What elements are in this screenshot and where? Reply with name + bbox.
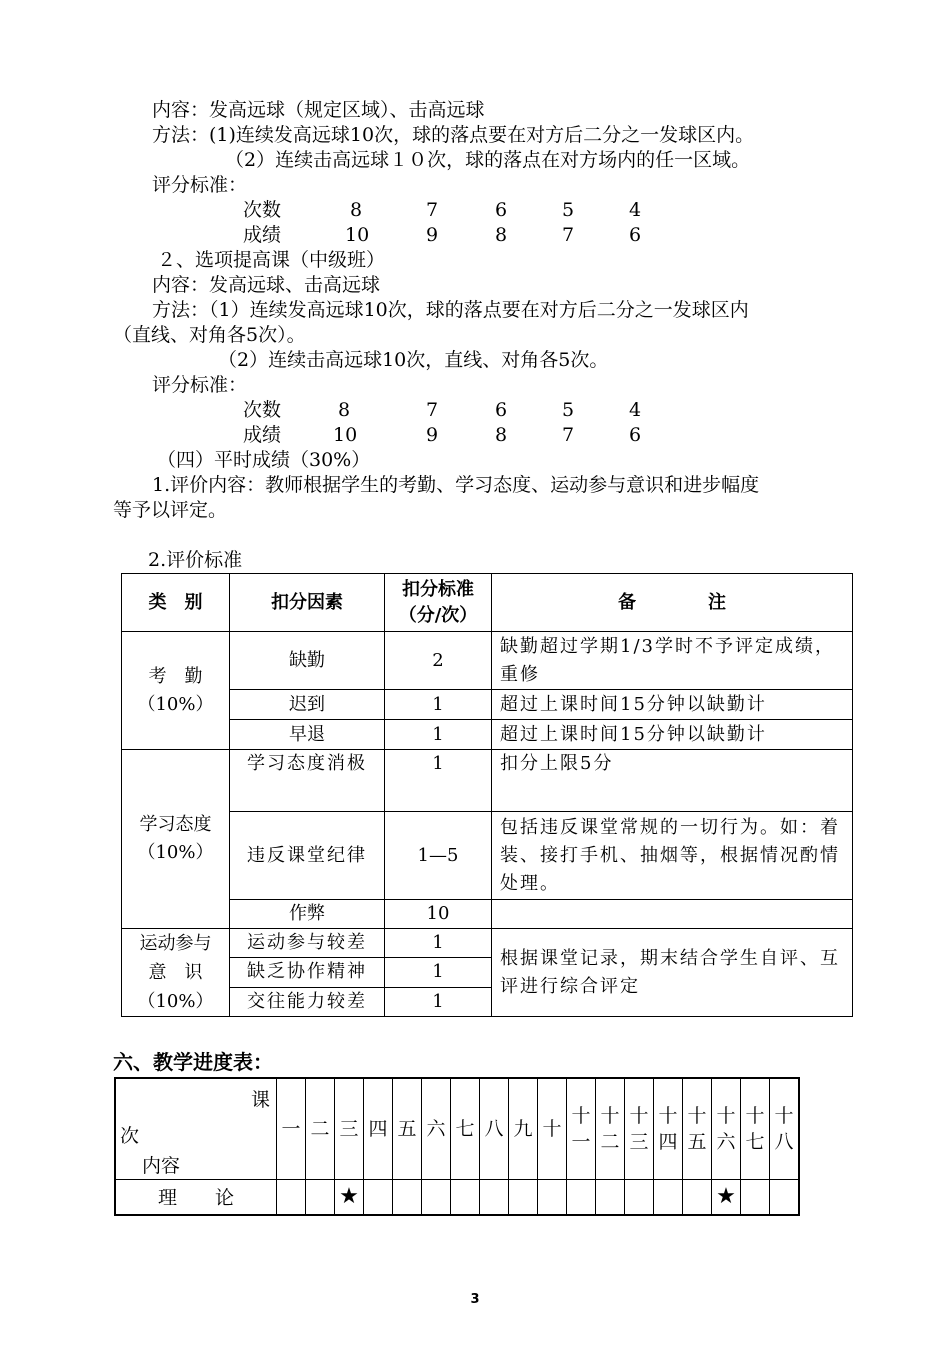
score-value: 7 (562, 224, 575, 246)
schedule-table (114, 1077, 800, 1216)
session-header: 三 (335, 1078, 364, 1180)
factor-cell: 迟到 (230, 690, 385, 720)
standard-cell: 10 (385, 900, 492, 929)
subsection-heading: （四）平时成绩（30%） (157, 449, 371, 471)
standard-cell: 1 (385, 929, 492, 958)
factor-cell: 运动参与较差 (230, 929, 385, 958)
header-note: 备 注 (492, 574, 853, 632)
score-value: 9 (426, 224, 439, 246)
times-value: 5 (562, 199, 575, 221)
category-attitude: 学习态度 （10%） (122, 750, 230, 929)
session-header: 二 (306, 1078, 335, 1180)
table-header-row (122, 574, 853, 632)
factor-cell: 违反课堂纪律 (230, 812, 385, 900)
star-icon: ★ (339, 1184, 359, 1210)
standard-cell: 1 (385, 987, 492, 1016)
score-label: 成绩 (243, 224, 282, 246)
scoring-label: 评分标准： (152, 174, 248, 196)
theory-label: 理 论 (115, 1180, 277, 1215)
session-header: 十 六 (712, 1078, 741, 1180)
theory-cell (451, 1180, 480, 1215)
corner-cell: 课 次 内容 (115, 1078, 277, 1180)
factor-cell: 交往能力较差 (230, 987, 385, 1016)
score-value: 10 (345, 224, 370, 246)
subsection-heading: ２、选项提高课（中级班） (157, 249, 386, 271)
standard-cell: 1 (385, 690, 492, 720)
schedule-header-row (115, 1078, 799, 1180)
eval-content-line-cont: 等予以评定。 (113, 499, 228, 521)
page-number: 3 (470, 1292, 480, 1307)
note-cell: 扣分上限5分 (492, 750, 853, 812)
session-header: 七 (451, 1078, 480, 1180)
theory-cell (364, 1180, 393, 1215)
method-line-1-cont: （直线、对角各5次）。 (113, 324, 306, 346)
scoring-label: 评分标准： (152, 374, 248, 396)
standard-cell: 1 (385, 750, 492, 812)
method-line-2: （2）连续击高远球10次，直线、对角各5次。 (218, 349, 609, 371)
score-label: 成绩 (243, 424, 282, 446)
note-cell (492, 900, 853, 929)
factor-cell: 早退 (230, 720, 385, 750)
factor-cell: 缺勤 (230, 632, 385, 690)
session-header: 十 三 (625, 1078, 654, 1180)
session-header: 十 (538, 1078, 567, 1180)
header-factor: 扣分因素 (230, 574, 385, 632)
method-line-2: （2）连续击高远球１０次，球的落点在对方场内的任一区域。 (225, 149, 751, 171)
eval-standard-label: 2.评价标准 (148, 549, 243, 571)
theory-cell (654, 1180, 683, 1215)
times-value: 7 (426, 399, 439, 421)
star-icon: ★ (716, 1184, 736, 1210)
standard-cell: 1 (385, 720, 492, 750)
score-value: 10 (333, 424, 358, 446)
evaluation-table (121, 573, 853, 1017)
method-line-1: 方法：(1)连续发高远球10次，球的落点要在对方后二分之一发球区内。 (152, 124, 755, 146)
table-row (122, 812, 853, 900)
times-value: 4 (629, 399, 642, 421)
standard-cell: 2 (385, 632, 492, 690)
table-row (122, 632, 853, 690)
session-header: 九 (509, 1078, 538, 1180)
theory-cell (335, 1180, 364, 1215)
times-value: 4 (629, 199, 642, 221)
theory-cell (596, 1180, 625, 1215)
content-line: 内容：发高远球（规定区域）、击高远球 (152, 99, 485, 121)
session-header: 十 五 (683, 1078, 712, 1180)
table-row (122, 750, 853, 812)
score-value: 9 (426, 424, 439, 446)
factor-cell: 作弊 (230, 900, 385, 929)
session-header: 十 四 (654, 1078, 683, 1180)
category-attendance: 考 勤 （10%） (122, 632, 230, 750)
times-label: 次数 (243, 399, 282, 421)
session-header: 八 (480, 1078, 509, 1180)
note-cell: 根据课堂记录，期末结合学生自评、互评进行综合评定 (492, 929, 853, 1017)
session-header: 十 八 (770, 1078, 800, 1180)
session-header: 一 (277, 1078, 306, 1180)
times-value: 8 (350, 199, 363, 221)
times-label: 次数 (243, 199, 282, 221)
theory-cell (480, 1180, 509, 1215)
header-standard: 扣分标准（分/次） (385, 574, 492, 632)
theory-cell (277, 1180, 306, 1215)
factor-cell: 缺乏协作精神 (230, 958, 385, 987)
table-row (122, 690, 853, 720)
header-category: 类 别 (122, 574, 230, 632)
standard-cell: 1 (385, 958, 492, 987)
note-cell: 超过上课时间15分钟以缺勤计 (492, 690, 853, 720)
times-value: 8 (338, 399, 351, 421)
factor-cell: 学习态度消极 (230, 750, 385, 812)
session-header: 五 (393, 1078, 422, 1180)
theory-row (115, 1180, 799, 1215)
theory-cell (509, 1180, 538, 1215)
session-header: 十 七 (741, 1078, 770, 1180)
theory-cell (422, 1180, 451, 1215)
score-value: 7 (562, 424, 575, 446)
table-row (122, 900, 853, 929)
note-cell: 缺勤超过学期1/3学时不予评定成绩，重修 (492, 632, 853, 690)
session-header: 六 (422, 1078, 451, 1180)
note-cell: 超过上课时间15分钟以缺勤计 (492, 720, 853, 750)
theory-cell (306, 1180, 335, 1215)
times-value: 5 (562, 399, 575, 421)
theory-cell (393, 1180, 422, 1215)
table-row (122, 720, 853, 750)
session-header: 十 一 (567, 1078, 596, 1180)
note-cell: 包括违反课堂常规的一切行为。如：着装、接打手机、抽烟等，根据情况酌情处理。 (492, 812, 853, 900)
theory-cell (538, 1180, 567, 1215)
times-value: 7 (426, 199, 439, 221)
score-value: 8 (495, 224, 508, 246)
session-header: 四 (364, 1078, 393, 1180)
theory-cell (683, 1180, 712, 1215)
score-value: 8 (495, 424, 508, 446)
score-value: 6 (629, 424, 642, 446)
category-participation: 运动参与 意 识 （10%） (122, 929, 230, 1017)
standard-cell: 1—5 (385, 812, 492, 900)
eval-content-line: 1.评价内容：教师根据学生的考勤、学习态度、运动参与意识和进步幅度 (152, 474, 760, 496)
score-value: 6 (629, 224, 642, 246)
theory-cell (567, 1180, 596, 1215)
times-value: 6 (495, 399, 508, 421)
session-header: 十 二 (596, 1078, 625, 1180)
section-title: 六、教学进度表： (113, 1050, 273, 1074)
theory-cell (770, 1180, 800, 1215)
theory-cell (741, 1180, 770, 1215)
method-line-1: 方法：（1）连续发高远球10次，球的落点要在对方后二分之一发球区内 (152, 299, 749, 321)
times-value: 6 (495, 199, 508, 221)
table-row (122, 929, 853, 958)
theory-cell (712, 1180, 741, 1215)
theory-cell (625, 1180, 654, 1215)
content-line: 内容：发高远球、击高远球 (152, 274, 381, 296)
